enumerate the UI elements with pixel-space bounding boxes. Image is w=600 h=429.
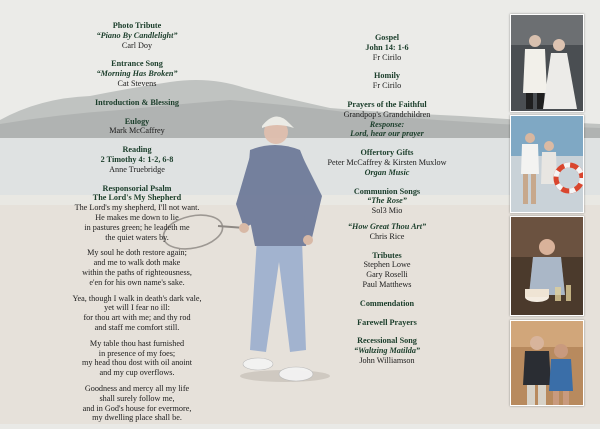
- photo-tribute-title: Photo Tribute: [112, 21, 162, 30]
- couple-home-photo: [510, 320, 584, 406]
- psalm-line: in presence of my foes;: [98, 348, 176, 358]
- entrance-song-name: “Morning Has Broken”: [96, 69, 178, 79]
- communion-artist-1: Sol3 Mio: [371, 206, 403, 216]
- offertory-person: Peter McCaffrey & Kirsten Muxlow: [327, 157, 447, 167]
- photo-tribute-block: [62, 21, 212, 50]
- homily-title: Homily: [374, 71, 400, 81]
- introduction-block: [62, 98, 212, 108]
- recessional-block: [312, 336, 462, 365]
- farewell-block: [312, 318, 462, 328]
- reading-block: [62, 145, 212, 174]
- psalm-line: and me to walk doth make: [93, 258, 181, 268]
- homily-person: Fr Cirilo: [372, 81, 402, 91]
- psalm-line: My soul he doth restore again;: [87, 248, 187, 258]
- photo-tribute-artist: Carl Doy: [121, 40, 153, 50]
- gospel-title: Gospel: [374, 33, 400, 42]
- tributes-block: [312, 251, 462, 290]
- prayers-response-label: Response:: [369, 119, 405, 129]
- psalm-line: and in God's house for evermore,: [82, 403, 192, 413]
- psalm-line: my head thou dost with oil anoint: [81, 358, 193, 368]
- communion-artist-2: Chris Rice: [369, 231, 405, 241]
- psalm-line: Goodness and mercy all my life: [84, 383, 190, 393]
- psalm-stanza: [62, 339, 212, 378]
- gospel-block: [312, 33, 462, 62]
- communion-song-1: “The Rose”: [367, 196, 407, 206]
- order-of-service-right: [312, 33, 462, 375]
- recessional-song: “Waltzing Matilda”: [353, 346, 421, 356]
- psalm-line: and staff me comfort still.: [94, 322, 180, 332]
- commendation-title: Commendation: [359, 298, 415, 308]
- tributes-name: Stephen Lowe: [363, 260, 411, 270]
- psalm-line: Yea, though I walk in death's dark vale,: [72, 293, 202, 303]
- psalm-stanza: [62, 294, 212, 333]
- psalm-line: yet will I fear no ill:: [104, 303, 170, 313]
- prayers-block: [312, 100, 462, 139]
- prayers-response: Lord, hear our prayer: [350, 129, 424, 139]
- commendation-block: [312, 299, 462, 309]
- introduction-title: Introduction & Blessing: [94, 97, 179, 107]
- psalm-line: my dwelling place shall be.: [92, 413, 182, 423]
- psalm-line: He makes me down to lie: [95, 212, 179, 222]
- psalm-title: Responsorial Psalm: [102, 183, 172, 193]
- psalm-stanza: [62, 203, 212, 242]
- psalm-stanza: [62, 248, 212, 287]
- psalm-line: My table thou hast furnished: [89, 338, 185, 348]
- reading-title: Reading: [122, 145, 152, 155]
- reading-reference: 2 Timothy 4: 1-2, 6-8: [100, 154, 174, 164]
- photo-tribute-song: “Piano By Candlelight”: [96, 30, 178, 40]
- entrance-song-block: [62, 59, 212, 88]
- psalm-line: The Lord's my shepherd, I'll not want.: [74, 203, 200, 213]
- psalm-subtitle: The Lord's My Shepherd: [92, 193, 182, 203]
- farewell-title: Farewell Prayers: [357, 317, 417, 327]
- order-of-service-left: [62, 21, 212, 429]
- tributes-name: Paul Matthews: [362, 279, 412, 289]
- communion-title: Communion Songs: [353, 186, 421, 196]
- recessional-title: Recessional Song: [357, 336, 417, 346]
- psalm-line: shall surely follow me,: [99, 393, 175, 403]
- cake-celebration-photo: [510, 216, 584, 316]
- wedding-photo: [510, 14, 584, 112]
- psalm-line: and my cup overflows.: [99, 368, 175, 378]
- couple-boat-photo: [510, 115, 584, 213]
- tributes-title: Tributes: [372, 250, 402, 260]
- communion-block: [312, 187, 462, 242]
- psalm-line: within the paths of righteousness,: [82, 267, 192, 277]
- homily-block: [312, 71, 462, 91]
- psalm-stanza: [62, 384, 212, 423]
- communion-song-2: “How Great Thou Art”: [347, 221, 427, 231]
- eulogy-person: Mark McCaffrey: [109, 126, 165, 136]
- offertory-block: [312, 148, 462, 177]
- prayers-title: Prayers of the Faithful: [347, 99, 427, 109]
- gospel-reference: John 14: 1-6: [365, 42, 409, 52]
- recessional-artist: John Williamson: [359, 355, 415, 365]
- eulogy-block: [62, 117, 212, 137]
- offertory-title: Offertory Gifts: [360, 148, 414, 158]
- prayers-person: Grandpop's Grandchildren: [343, 109, 431, 119]
- psalm-line: the quiet waters by.: [105, 232, 169, 242]
- tributes-name: Gary Roselli: [366, 270, 408, 280]
- reading-person: Anne Truebridge: [109, 164, 165, 174]
- entrance-song-artist: Cat Stevens: [117, 78, 157, 88]
- psalm-block: [62, 184, 212, 424]
- psalm-line: e'en for his own name's sake.: [89, 277, 185, 287]
- eulogy-title: Eulogy: [124, 116, 150, 126]
- psalm-line: in pastures green; he leadeth me: [84, 222, 190, 232]
- gospel-person: Fr Cirilo: [372, 52, 402, 62]
- psalm-line: for thou art with me; and thy rod: [83, 313, 191, 323]
- entrance-song-title: Entrance Song: [111, 59, 163, 69]
- offertory-note: Organ Music: [364, 167, 410, 177]
